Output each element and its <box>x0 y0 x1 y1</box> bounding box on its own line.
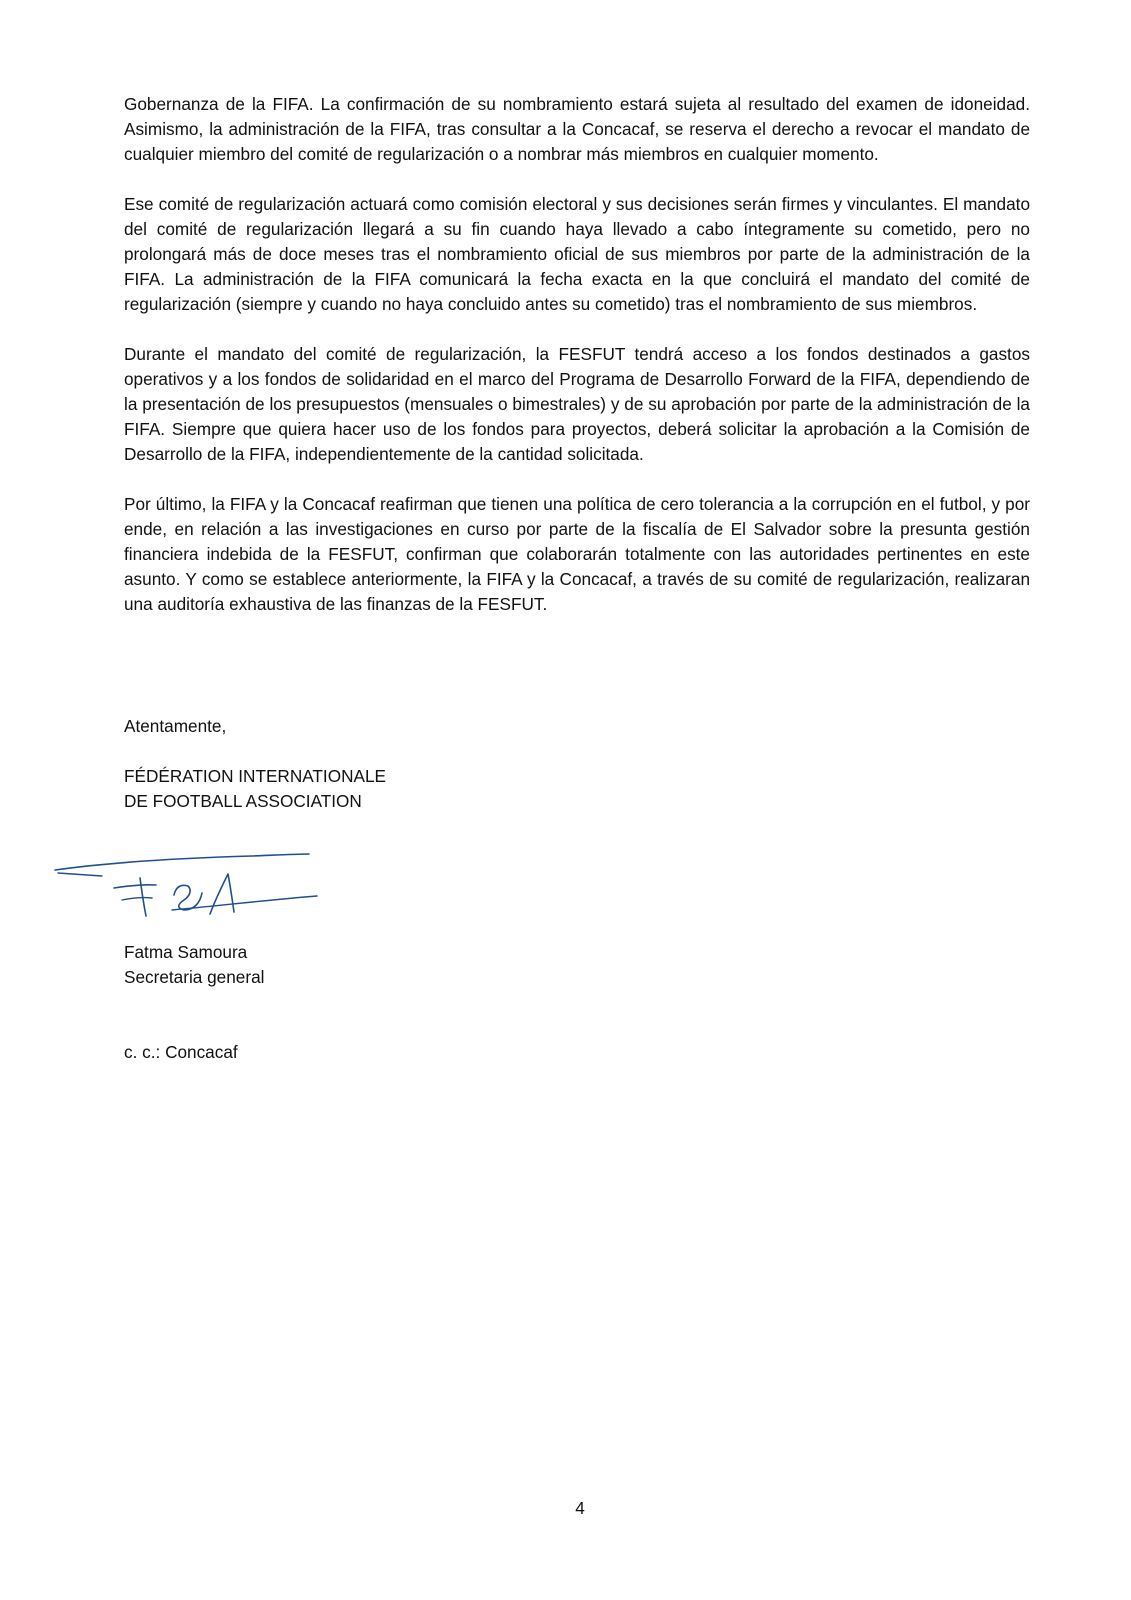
signature-stroke-bottom <box>172 896 317 910</box>
signer-name: Fatma Samoura <box>124 942 248 962</box>
handwritten-signature <box>52 848 322 928</box>
signature-stroke-s <box>174 885 202 910</box>
paragraph-2: Ese comité de regularización actuará como comisión electoral y sus decisiones serán firmes y vinculantes. El mandato del comité de regularización llegará a su fin cuando haya llevado a cabo íntegramente su cometido, pero no prolongará más de doce meses tras el nombramiento oficial de sus miembros por parte de la administración de la FIFA. La administración de la FIFA comunicará la fecha exacta en la que concluirá el mandato del comité de regularización (siempre y cuando no haya concluido antes su cometido) tras el nombramiento de sus miembros. <box>124 194 1030 314</box>
organization-line-2: DE FOOTBALL ASSOCIATION <box>124 791 362 811</box>
carbon-copy: c. c.: Concacaf <box>124 1042 238 1062</box>
closing-salutation: Atentamente, <box>124 716 227 736</box>
letter-body <box>124 92 1030 642</box>
closing-block <box>124 714 624 739</box>
signer-title: Secretaria general <box>124 967 265 987</box>
paragraph-1: Gobernanza de la FIFA. La confirmación de su nombramiento estará sujeta al resultado del examen de idoneidad. Asimismo, la administración de la FIFA, tras consultar a la Concacaf, se reserva el derecho a revocar el mandato de cualquier miembro del comité de regularización o a nombrar más miembros en cualquier momento. <box>124 94 1030 164</box>
paragraph-3: Durante el mandato del comité de regularización, la FESFUT tendrá acceso a los fondos destinados a gastos operativos y a los fondos de solidaridad en el marco del Programa de Desarrollo Forward de la FIFA, dependiendo de la presentación de los presupuestos (mensuales o bimestrales) y de su aprobación por parte de la administración de la FIFA. Siempre que quiera hacer uso de los fondos para proyectos, deberá solicitar la aprobación a la Comisión de Desarrollo de la FIFA, independientemente de la cantidad solicitada. <box>124 344 1030 464</box>
signature-stroke-a <box>210 874 234 914</box>
organization-name <box>124 764 624 814</box>
signature-stroke-f-bar <box>114 885 156 888</box>
signature-stroke-left <box>58 873 102 876</box>
signature-stroke-top <box>55 854 309 870</box>
page-number: 4 <box>575 1498 585 1518</box>
paragraph-4: Por último, la FIFA y la Concacaf reafirman que tienen una política de cero tolerancia a la corrupción en el futbol, y por ende, en relación a las investigaciones en curso por parte de la fiscalía de El Salvador sobre la presunta gestión financiera indebida de la FESFUT, confirman que colaborarán totalmente con las autoridades pertinentes en este asunto. Y como se establece anteriormente, la FIFA y la Concacaf, a través de su comité de regularización, realizaran una auditoría exhaustiva de las finanzas de la FESFUT. <box>124 494 1030 614</box>
signer-block <box>124 940 624 990</box>
signature-stroke-f-foot <box>122 898 152 900</box>
organization-line-1: FÉDÉRATION INTERNATIONALE <box>124 766 386 786</box>
